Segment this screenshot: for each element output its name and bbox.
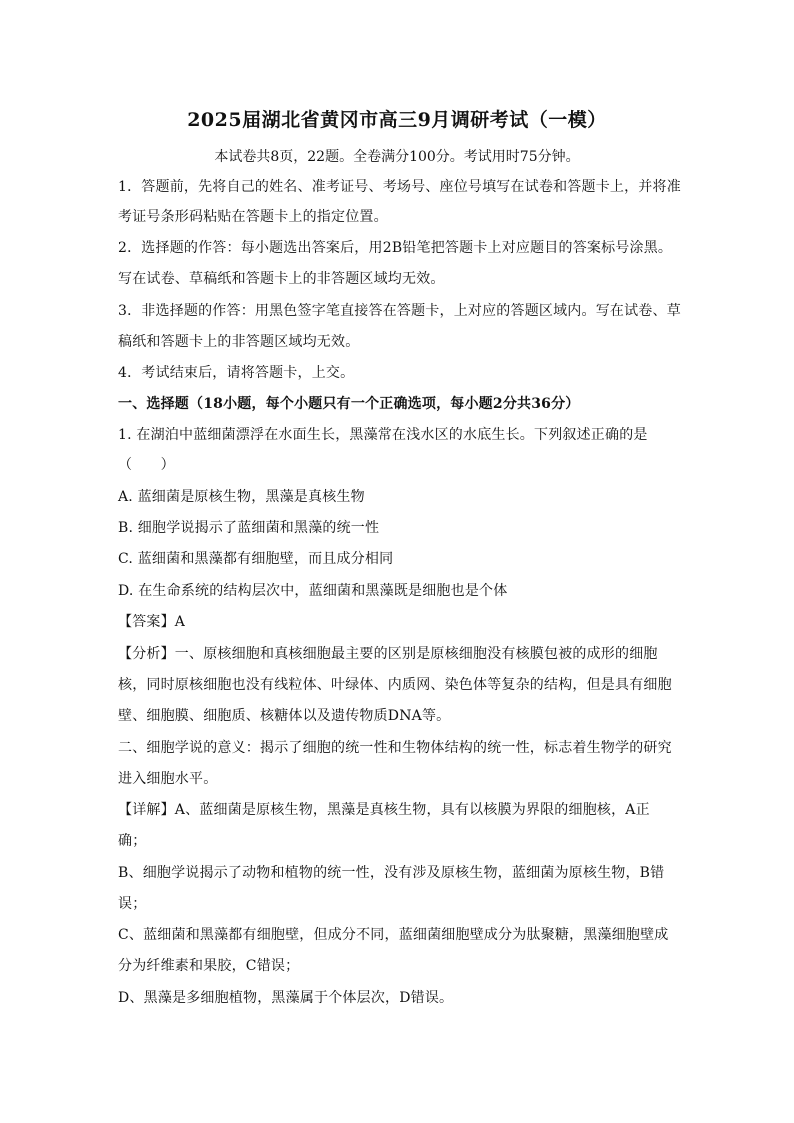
detail-line: C、蓝细菌和黑藻都有细胞壁，但成分不同，蓝细菌细胞壁成分为肽聚糖，黑藻细胞壁成 [118,927,669,943]
section-heading: 一、选择题（18小题，每个小题只有一个正确选项，每小题2分共36分） [118,396,580,412]
detail-line: 【详解】A、蓝细菌是原核生物，黑藻是真核生物，具有以核膜为界限的细胞核，A正 [118,802,650,818]
option-c: C. 蓝细菌和黑藻都有细胞壁，而且成分相同 [118,551,394,567]
instruction-line: 写在试卷、草稿纸和答题卡上的非答题区域均无效。 [118,271,445,287]
question-blank: （ ） [118,457,175,473]
detail-line: B、细胞学说揭示了动物和植物的统一性，没有涉及原核生物，蓝细菌为原核生物，B错 [118,865,665,881]
analysis-line: 进入细胞水平。 [118,771,218,787]
detail-line: 误； [118,896,147,912]
option-a: A. 蓝细菌是原核生物，黑藻是真核生物 [118,489,365,505]
question-stem: 1. 在湖泊中蓝细菌漂浮在水面生长，黑藻常在浅水区的水底生长。下列叙述正确的是 [118,427,648,443]
analysis-line: 核，同时原核细胞也没有线粒体、叶绿体、内质网、染色体等复杂的结构，但是具有细胞 [118,677,672,693]
option-b: B. 细胞学说揭示了蓝细菌和黑藻的统一性 [118,520,380,536]
detail-line: 确； [118,833,147,849]
detail-line: D、黑藻是多细胞植物，黑藻属于个体层次，D错误。 [118,990,454,1006]
analysis-line: 【分析】一、原核细胞和真核细胞最主要的区别是原核细胞没有核膜包被的成形的细胞 [118,646,658,662]
page-title: 2025届湖北省黄冈市高三9月调研考试（一模） [187,109,607,131]
detail-line: 分为纤维素和果胶，C错误； [118,958,300,974]
instruction-line: 1．答题前，先将自己的姓名、准考证号、考场号、座位号填写在试卷和答题卡上，并将准 [118,179,681,195]
instruction-line: 考证号条形码粘贴在答题卡上的指定位置。 [118,209,388,225]
instruction-line: 稿纸和答题卡上的非答题区域均无效。 [118,334,360,350]
analysis-line: 二、细胞学说的意义：揭示了细胞的统一性和生物体结构的统一性，标志着生物学的研究 [118,740,672,756]
exam-info: 本试卷共8页，22题。全卷满分100分。考试用时75分钟。 [214,149,580,165]
instruction-line: 3．非选择题的作答：用黑色签字笔直接答在答题卡，上对应的答题区域内。写在试卷、草 [118,303,681,319]
analysis-line: 壁、细胞膜、细胞质、核糖体以及遗传物质DNA等。 [118,708,451,724]
answer: 【答案】A [118,614,186,630]
option-d: D. 在生命系统的结构层次中，蓝细菌和黑藻既是细胞也是个体 [118,583,508,599]
instruction-line: 2．选择题的作答：每小题选出答案后，用2B铅笔把答题卡上对应题目的答案标号涂黑。 [118,240,673,256]
instruction-line: 4．考试结束后，请将答题卡，上交。 [118,365,355,381]
